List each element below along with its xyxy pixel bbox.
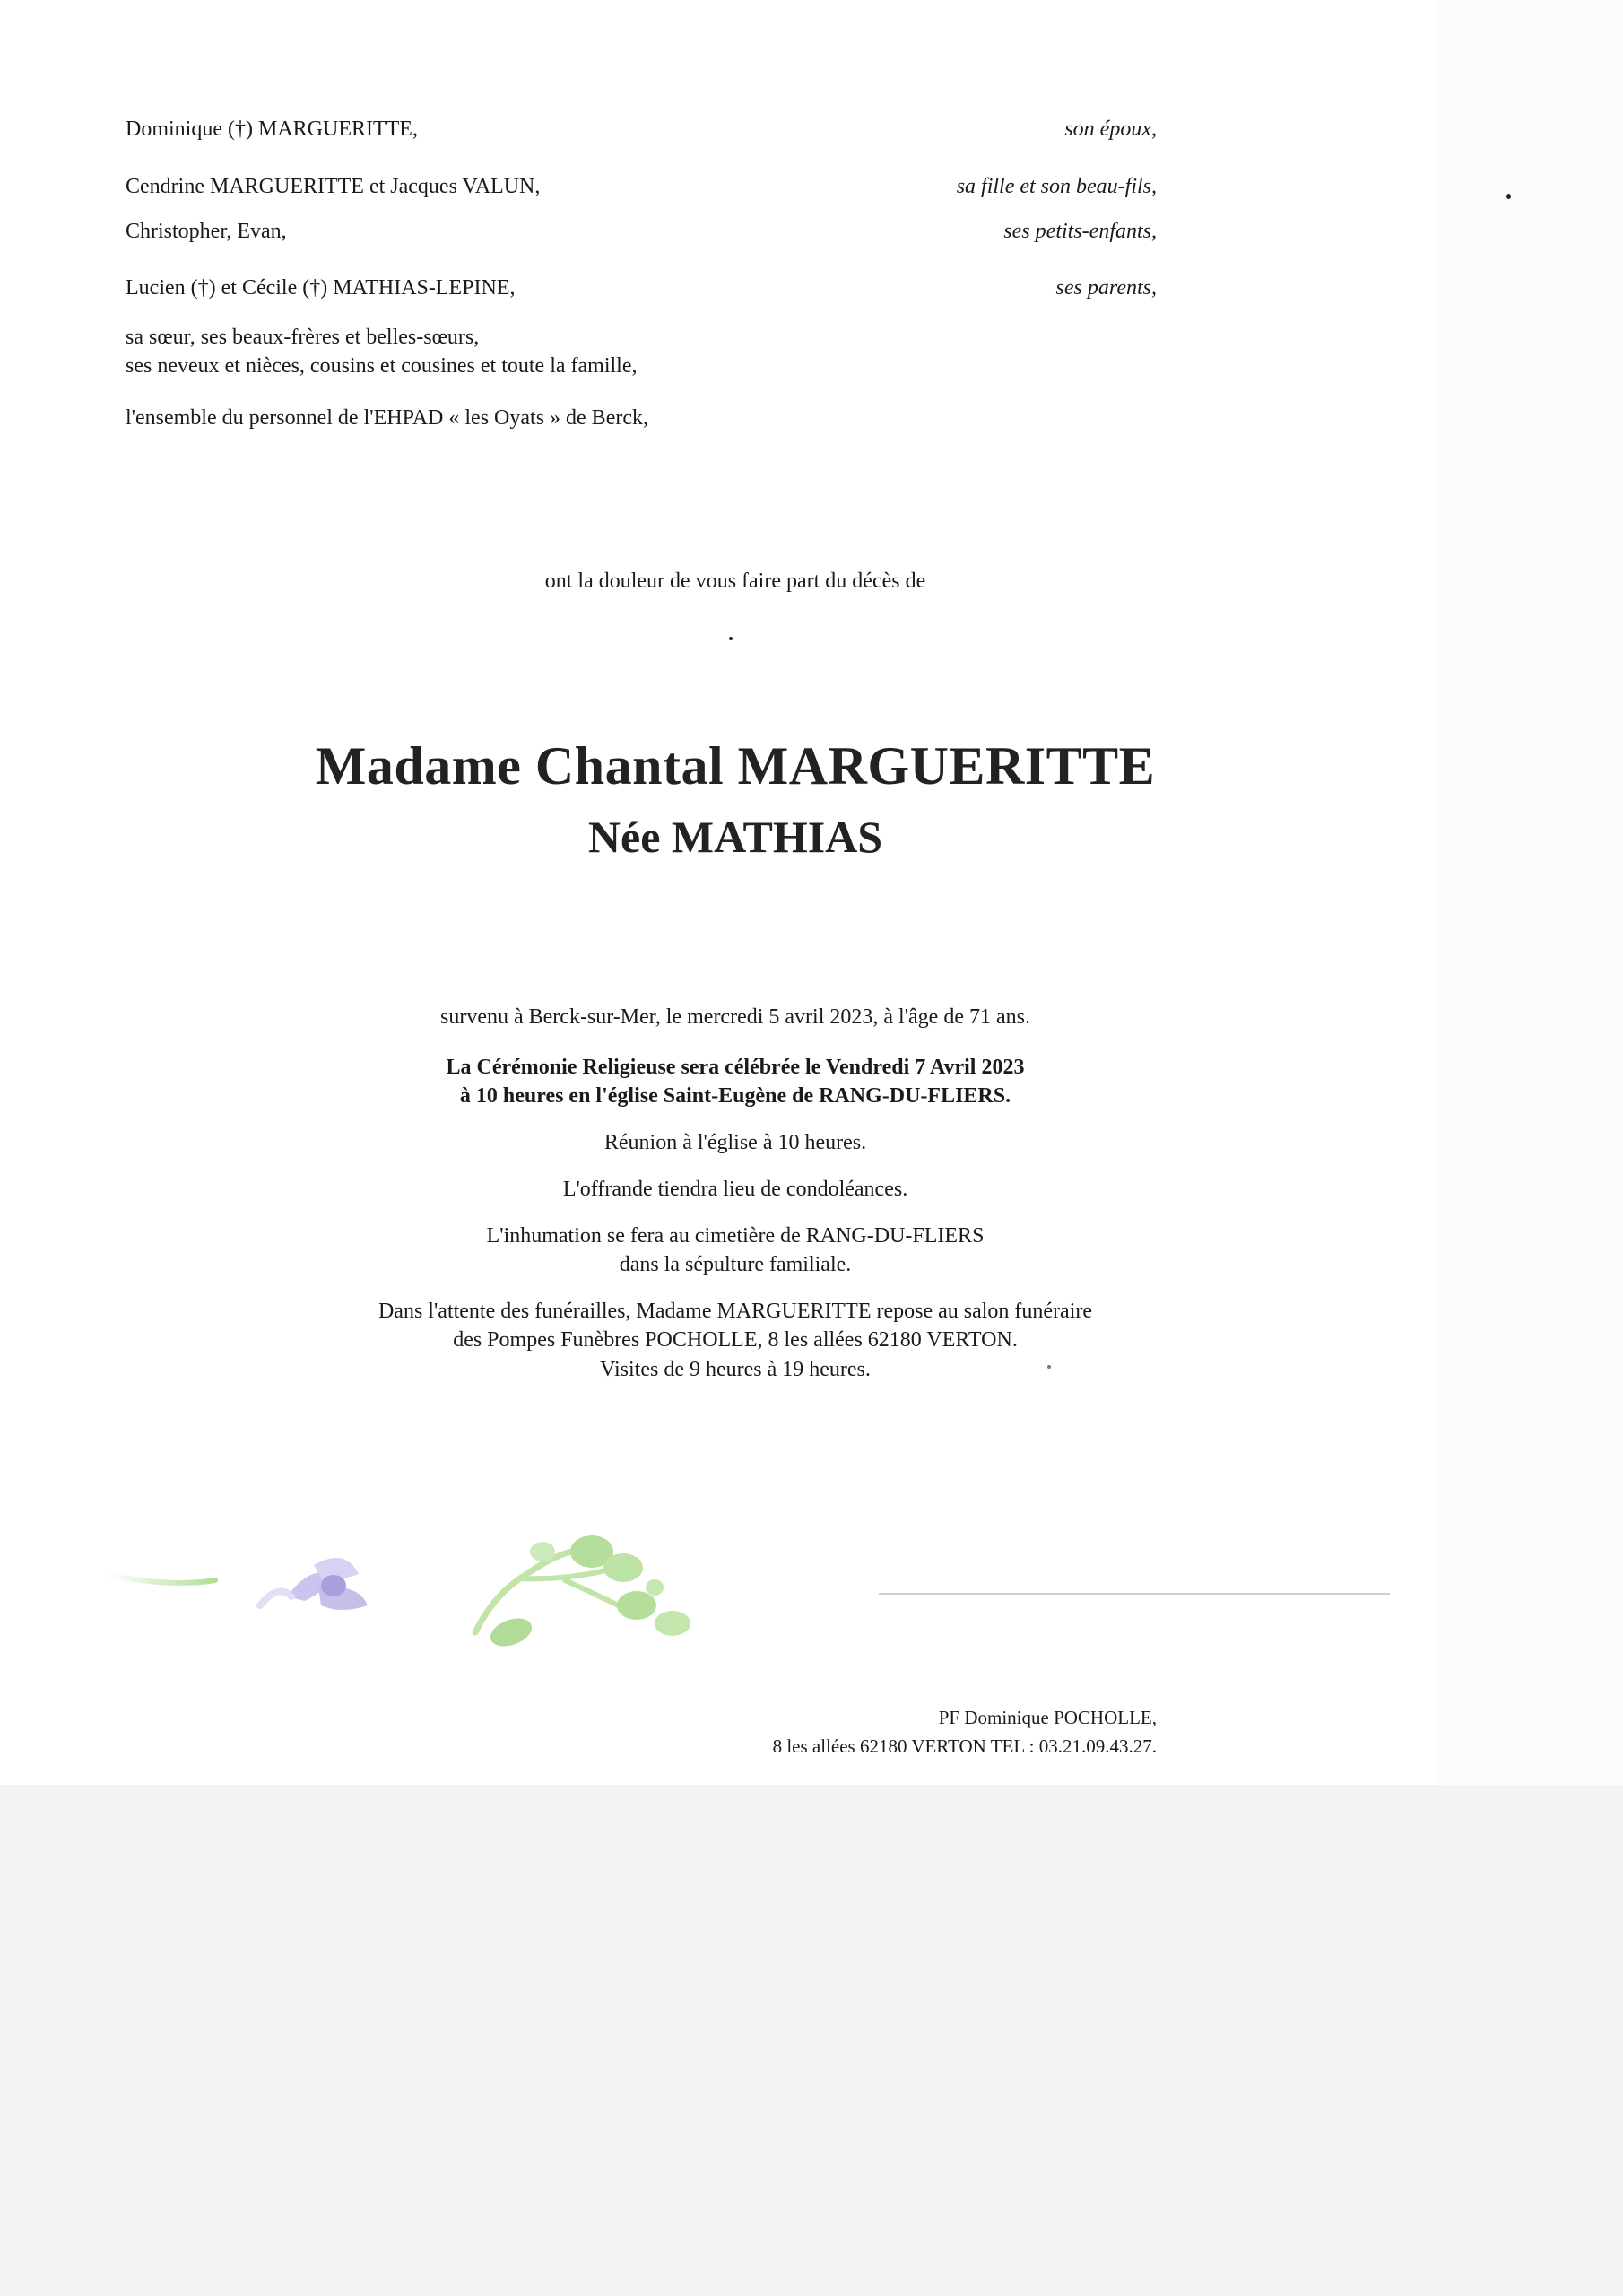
burial-line: L'inhumation se fera au cimetière de RANG-DU-FLIERS <box>486 1224 985 1248</box>
family-line-left: Lucien (†) et Cécile (†) MATHIAS-LEPINE, <box>126 276 516 300</box>
announcement-text: ont la douleur de vous faire part du décès de <box>544 570 926 593</box>
burial-details <box>0 1222 1471 1280</box>
extended-family-line: sa sœur, ses beaux-frères et belles-sœurs, <box>126 326 480 349</box>
family-line-right: ses petits-enfants, <box>1003 220 1157 243</box>
rest-details <box>0 1297 1471 1384</box>
ceremony-line: à 10 heures en l'église Saint-Eugène de RANG-DU-FLIERS. <box>459 1084 1011 1109</box>
family-line-left: Christopher, Evan, <box>126 220 287 243</box>
meeting-details: Réunion à l'église à 10 heures. <box>603 1131 867 1154</box>
family-line-right: son époux, <box>1064 117 1157 141</box>
funeral-home-address: 8 les allées 62180 VERTON TEL : 03.21.09.43.27. <box>772 1735 1157 1757</box>
family-line-left: Cendrine MARGUERITTE et Jacques VALUN, <box>126 175 541 198</box>
scan-speck <box>729 637 733 640</box>
scan-speck <box>1047 1365 1051 1369</box>
scan-margin <box>0 1785 1623 2296</box>
offering-details: L'offrande tiendra lieu de condoléances. <box>562 1178 908 1201</box>
ceremony-line: La Cérémonie Religieuse sera célébrée le Vendredi 7 Avril 2023 <box>446 1056 1025 1079</box>
orchid-branch-illustration <box>99 1498 717 1650</box>
deceased-maiden-name: Née MATHIAS <box>587 812 883 862</box>
divider-rule <box>879 1593 1390 1595</box>
deceased-name: Madame Chantal MARGUERITTE <box>315 736 1156 796</box>
death-details: survenu à Berck-sur-Mer, le mercredi 5 avril 2023, à l'âge de 71 ans. <box>440 1005 1030 1029</box>
staff-line: l'ensemble du personnel de l'EHPAD « les Oyats » de Berck, <box>126 406 648 430</box>
funeral-home-name: PF Dominique POCHOLLE, <box>938 1707 1157 1728</box>
ceremony-details <box>0 1053 1471 1111</box>
rest-line: Dans l'attente des funérailles, Madame MARGUERITTE repose au salon funéraire <box>378 1300 1093 1323</box>
visits-line: Visites de 9 heures à 19 heures. <box>600 1357 871 1381</box>
burial-line: dans la sépulture familiale. <box>619 1253 852 1277</box>
rest-line: des Pompes Funèbres POCHOLLE, 8 les allées 62180 VERTON. <box>453 1328 1018 1352</box>
page-edge <box>1435 0 1623 1785</box>
family-line-left: Dominique (†) MARGUERITTE, <box>126 117 418 141</box>
family-line-right: sa fille et son beau-fils, <box>956 175 1157 198</box>
extended-family <box>126 323 638 381</box>
funeral-home-info <box>773 1704 1157 1761</box>
scan-speck <box>1506 194 1511 199</box>
family-line-right: ses parents, <box>1055 276 1157 300</box>
extended-family-line: ses neveux et nièces, cousins et cousines et toute la famille, <box>126 354 638 378</box>
